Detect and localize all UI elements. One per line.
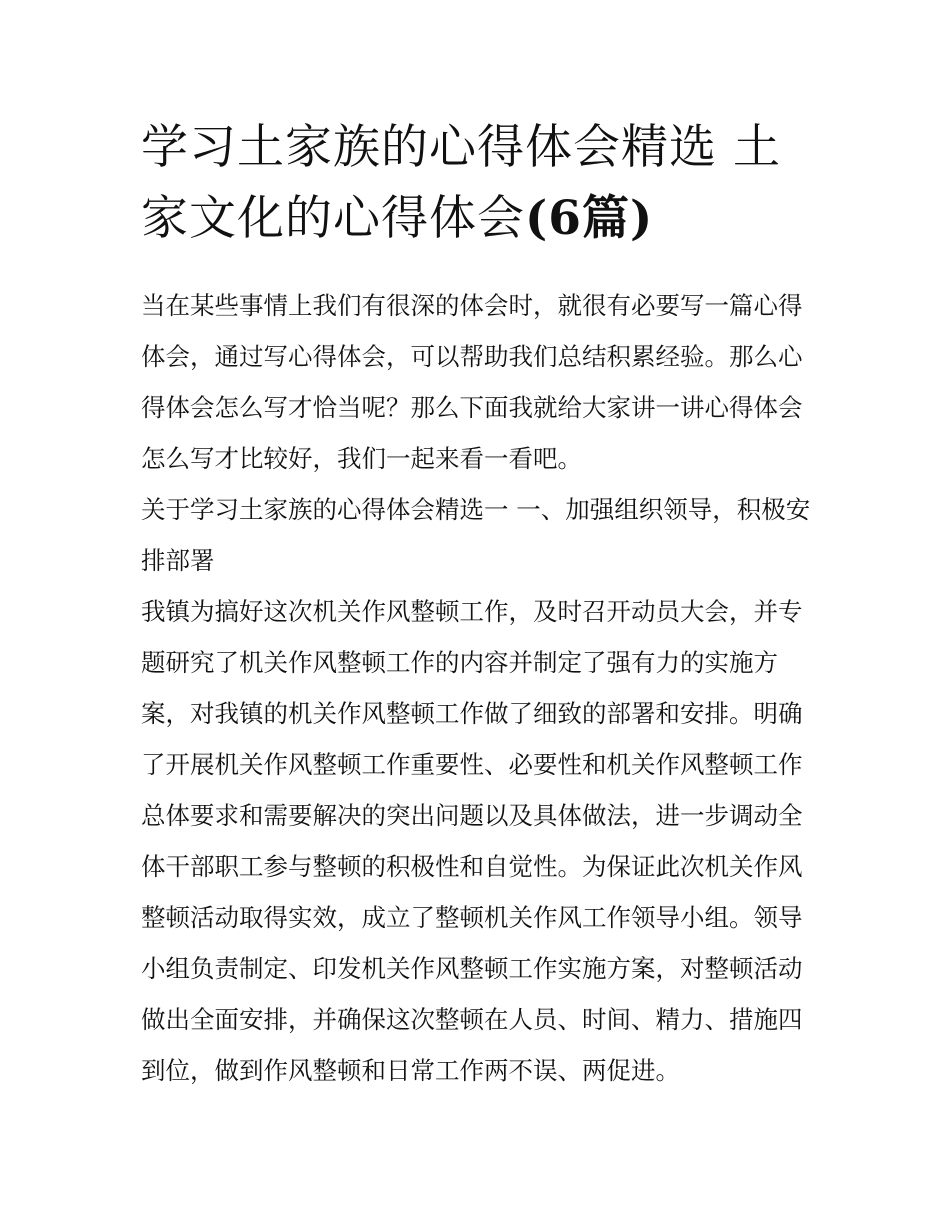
document-title-count: (6篇): [525, 191, 654, 246]
document-title-text: 学习土家族的心得体会精选 土家文化的心得体会: [141, 120, 781, 246]
section-heading-paragraph: 关于学习土家族的心得体会精选一 一、加强组织领导，积极安排部署: [141, 495, 811, 575]
document-title: [141, 112, 813, 254]
body-paragraph: 我镇为搞好这次机关作风整顿工作，及时召开动员大会，并专题研究了机关作风整顿工作的内容并制定了强有力的实施方案，对我镇的机关作风整顿工作做了细致的部署和安排。明确了开展机关作风整顿工作重要性、必要性和机关作风整顿工作总体要求和需要解决的突出问题以及具体做法，进一步调动全体干部职工参与整顿的积极性和自觉性。为保证此次机关作风整顿活动取得实效，成立了整顿机关作风工作领导小组。领导小组负责制定、印发机关作风整顿工作实施方案，对整顿活动做出全面安排，并确保这次整顿在人员、时间、精力、措施四到位，做到作风整顿和日常工作两不误、两促进。: [141, 597, 803, 1085]
document-content: [141, 112, 813, 1096]
intro-paragraph: 当在某些事情上我们有很深的体会时，就很有必要写一篇心得体会，通过写心得体会，可以帮助我们总结积累经验。那么心得体会怎么写才恰当呢？那么下面我就给大家讲一讲心得体会怎么写才比较好，我们一起来看一看吧。: [141, 291, 803, 473]
